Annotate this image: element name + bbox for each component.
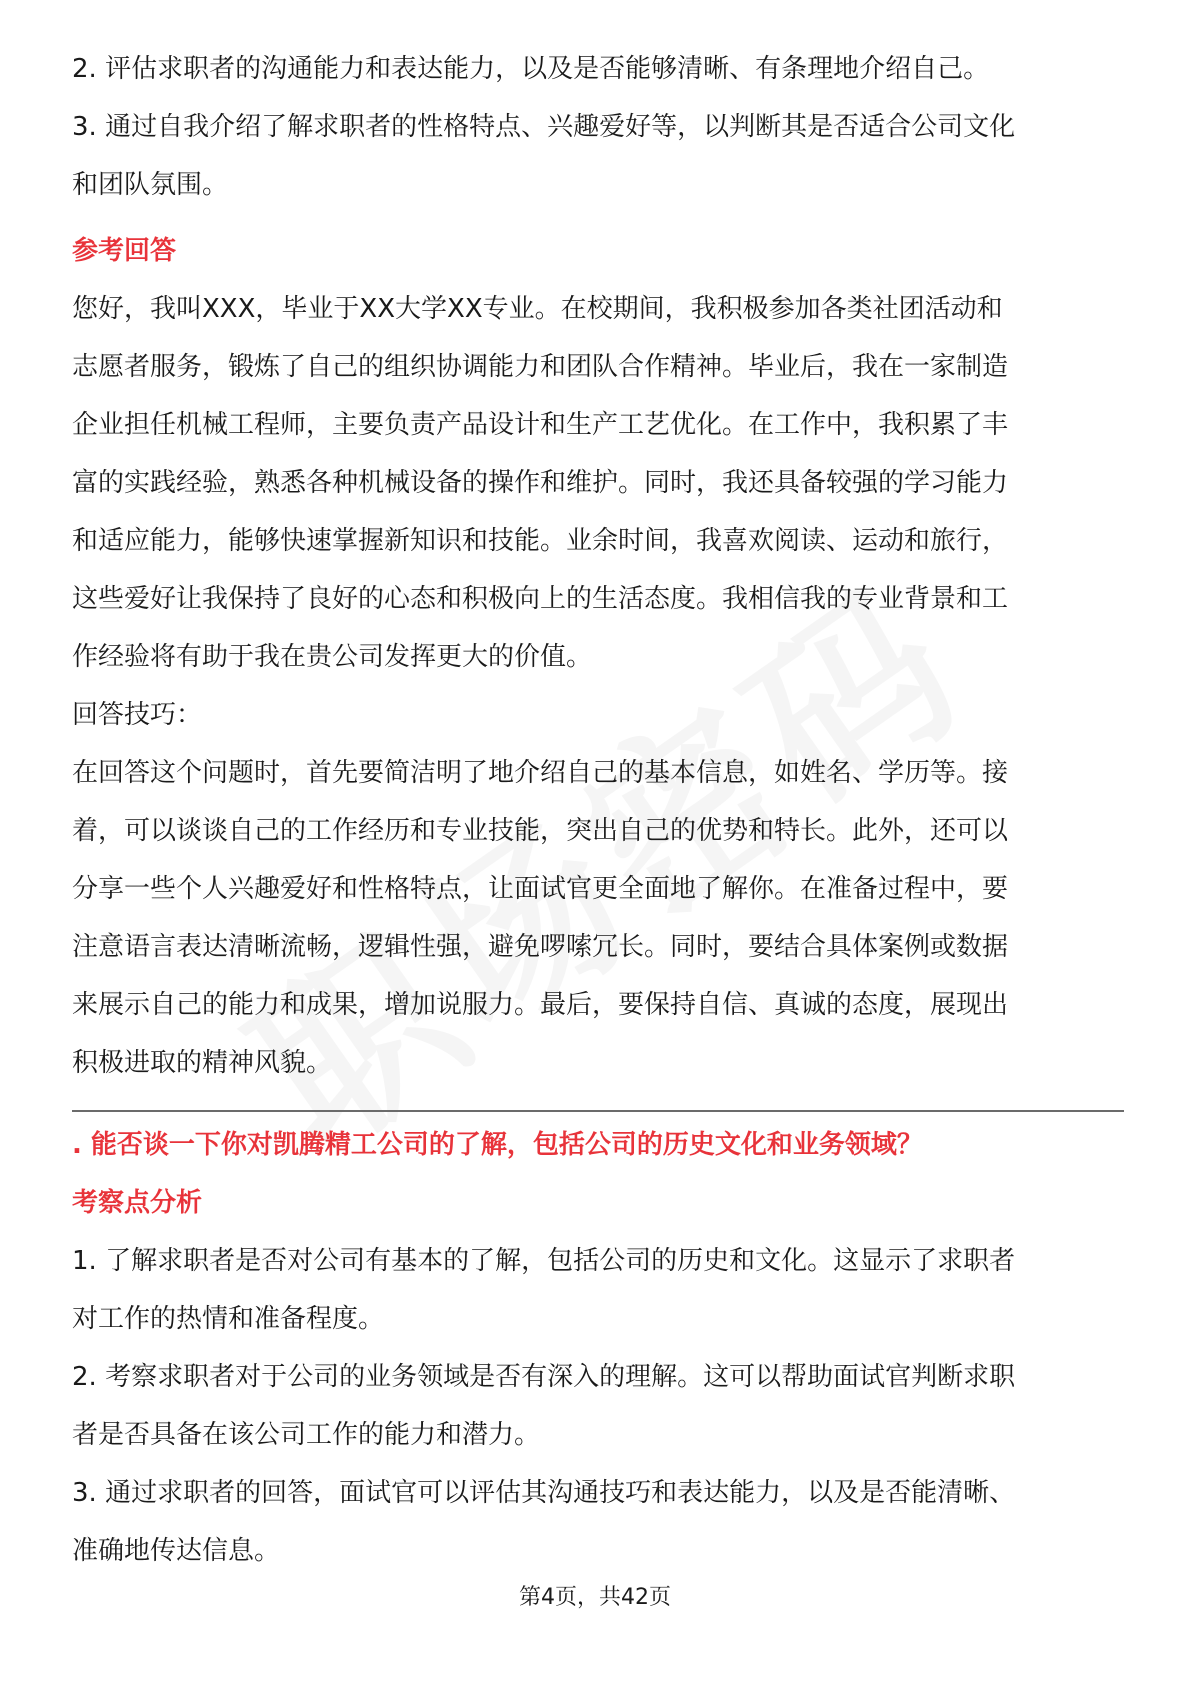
- tips-line: 注意语言表达清晰流畅，逻辑性强，避免啰嗦冗长。同时，要结合具体案例或数据: [72, 932, 1009, 962]
- reference-line: 这些爱好让我保持了良好的心态和积极向上的生活态度。我相信我的专业背景和工: [72, 584, 1009, 614]
- reference-line: 您好，我叫XXX，毕业于XX大学XX专业。在校期间，我积极参加各类社团活动和: [72, 294, 1003, 324]
- tips-line: 着，可以谈谈自己的工作经历和专业技能，突出自己的优势和特长。此外，还可以: [72, 816, 1009, 846]
- page-number-footer: 第4页，共42页: [519, 1585, 671, 1610]
- tips-line: 积极进取的精神风貌。: [72, 1048, 333, 1078]
- section-divider: [72, 1110, 1124, 1112]
- tips-line: 在回答这个问题时，首先要简洁明了地介绍自己的基本信息，如姓名、学历等。接: [72, 758, 1009, 788]
- analysis-line: 准确地传达信息。: [72, 1536, 281, 1566]
- analysis-line: 2. 考察求职者对于公司的业务领域是否有深入的理解。这可以帮助面试官判断求职: [72, 1362, 1016, 1392]
- reference-line: 作经验将有助于我在贵公司发挥更大的价值。: [72, 642, 593, 672]
- reference-line: 志愿者服务，锻炼了自己的组织协调能力和团队合作精神。毕业后，我在一家制造: [72, 352, 1009, 382]
- top-points: [72, 40, 1124, 214]
- reference-line: 和适应能力，能够快速掌握新知识和技能。业余时间，我喜欢阅读、运动和旅行，: [72, 526, 1009, 556]
- tips-line: 分享一些个人兴趣爱好和性格特点，让面试官更全面地了解你。在准备过程中，要: [72, 874, 1009, 904]
- reference-line: 富的实践经验，熟悉各种机械设备的操作和维护。同时，我还具备较强的学习能力: [72, 468, 1009, 498]
- reference-line: 企业担任机械工程师，主要负责产品设计和生产工艺优化。在工作中，我积累了丰: [72, 410, 1009, 440]
- question-title: . 能否谈一下你对凯腾精工公司的了解，包括公司的历史文化和业务领域？: [72, 1130, 923, 1160]
- analysis-line: 对工作的热情和准备程度。: [72, 1304, 385, 1334]
- top-point-line: 和团队氛围。: [72, 170, 229, 200]
- page-content: [72, 40, 1124, 1580]
- tips-label: 回答技巧：: [72, 700, 203, 730]
- answer-tips: [72, 744, 1124, 1092]
- reference-heading: 参考回答: [72, 236, 177, 266]
- analysis-line: 3. 通过求职者的回答，面试官可以评估其沟通技巧和表达能力，以及是否能清晰、: [72, 1478, 1016, 1508]
- analysis-points: [72, 1232, 1124, 1580]
- analysis-heading: 考察点分析: [72, 1188, 203, 1218]
- top-point-line: 3. 通过自我介绍了解求职者的性格特点、兴趣爱好等，以判断其是否适合公司文化: [72, 112, 1016, 142]
- top-point-line: 2. 评估求职者的沟通能力和表达能力，以及是否能够清晰、有条理地介绍自己。: [72, 54, 990, 84]
- analysis-line: 者是否具备在该公司工作的能力和潜力。: [72, 1420, 541, 1450]
- analysis-line: 1. 了解求职者是否对公司有基本的了解，包括公司的历史和文化。这显示了求职者: [72, 1246, 1016, 1276]
- tips-line: 来展示自己的能力和成果，增加说服力。最后，要保持自信、真诚的态度，展现出: [72, 990, 1009, 1020]
- reference-answer: [72, 280, 1124, 686]
